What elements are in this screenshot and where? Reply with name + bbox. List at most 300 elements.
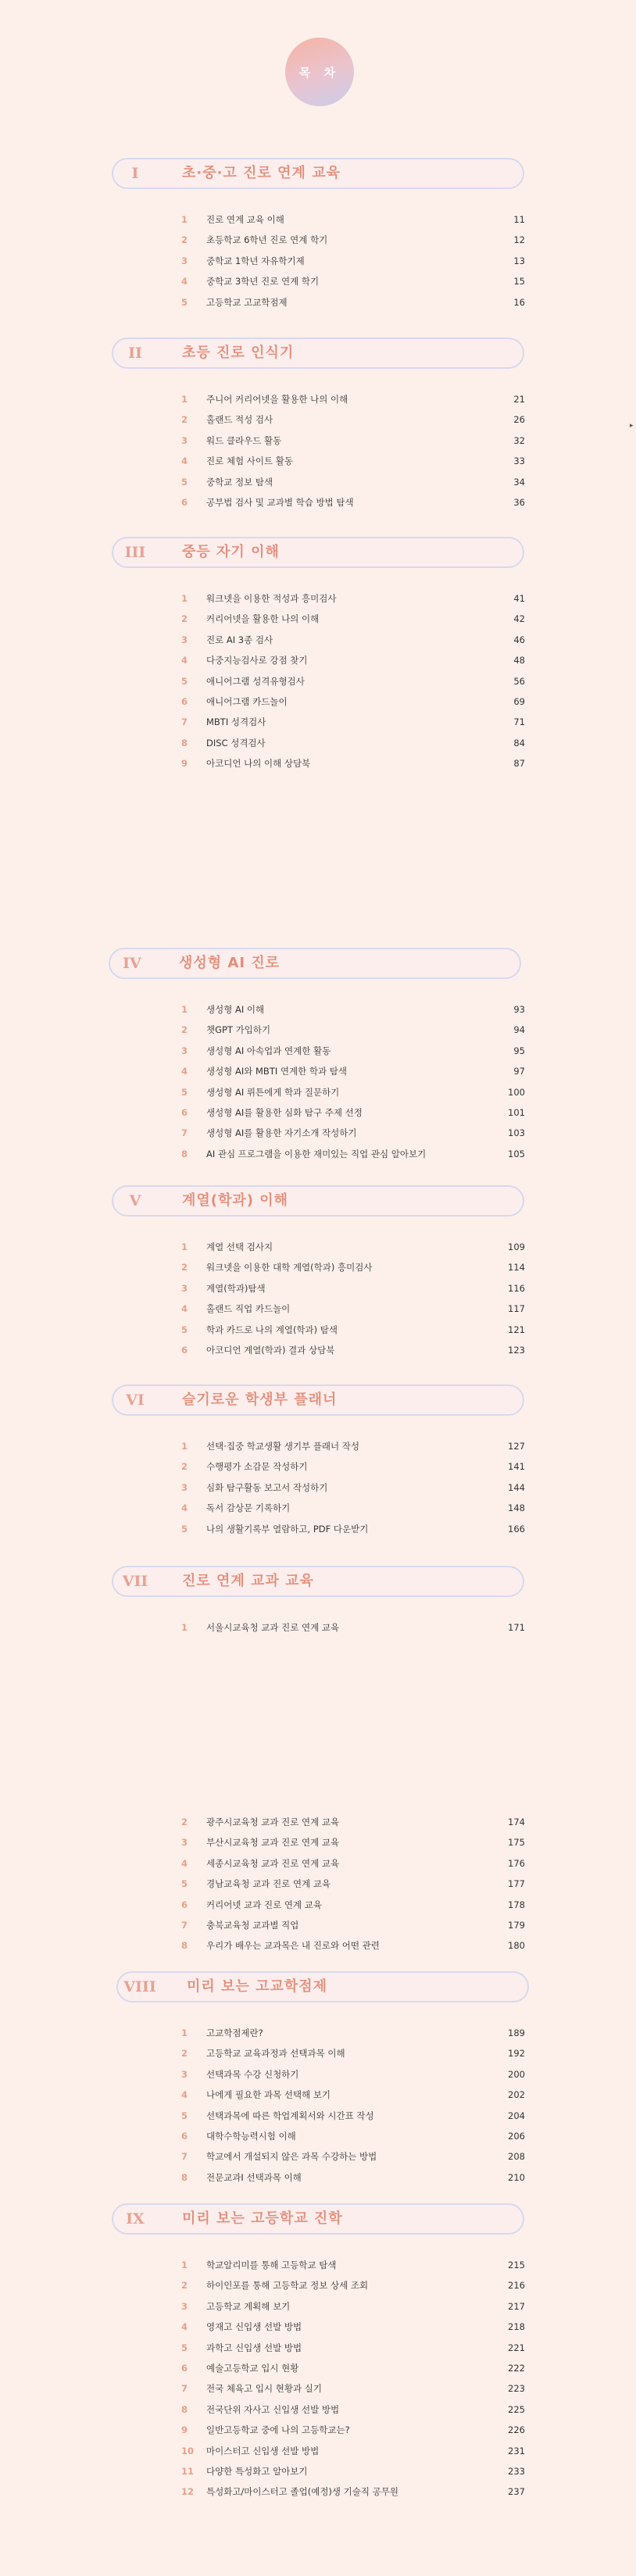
entry-title: 전문교과Ⅰ 선택과목 이해: [206, 2171, 302, 2183]
entry-number: 4: [181, 1303, 188, 1315]
toc-entry[interactable]: [0, 1320, 636, 1340]
toc-entry[interactable]: [0, 2461, 636, 2481]
entry-number: 1: [181, 593, 188, 604]
entry-number: 3: [181, 2300, 188, 2312]
toc-entry[interactable]: [0, 1617, 636, 1638]
entry-number: 10: [181, 2445, 195, 2456]
section-number: VII: [122, 1573, 148, 1590]
entry-title: 하이인포를 통해 고등학교 정보 상세 조회: [206, 2280, 369, 2292]
entry-number: 1: [181, 394, 188, 405]
entry-title: 생성형 AI를 활용한 심화 탐구 주제 선정: [206, 1106, 363, 1118]
toc-entry[interactable]: [0, 1853, 636, 1874]
section-title: 초등 진로 인식기: [182, 345, 295, 361]
toc-entry[interactable]: [0, 2085, 636, 2105]
toc-item-list: [0, 2023, 636, 2188]
toc-entry[interactable]: [0, 2106, 636, 2126]
section-header: [112, 2203, 524, 2235]
entry-number: 6: [181, 1106, 188, 1118]
entry-title: 계열(학과)탐색: [206, 1282, 266, 1294]
entry-number: 7: [181, 1919, 188, 1931]
entry-page: 117: [508, 1303, 525, 1315]
entry-title: 부산시교육청 교과 진로 연계 교육: [206, 1837, 340, 1849]
entry-number: 5: [181, 1878, 188, 1890]
entry-page: 11: [513, 214, 525, 225]
section-title: 계열(학과) 이해: [182, 1192, 289, 1209]
toc-entry[interactable]: [0, 431, 636, 451]
entry-number: 4: [181, 456, 188, 467]
toc-entry[interactable]: [0, 1812, 636, 1832]
entry-page: 231: [508, 2445, 525, 2456]
section-header: [112, 1384, 524, 1416]
entry-page: 42: [513, 613, 525, 625]
toc-entry[interactable]: [0, 472, 636, 492]
entry-page: 225: [508, 2403, 525, 2415]
section-header: [112, 537, 524, 568]
toc-entry[interactable]: [0, 271, 636, 291]
entry-number: 5: [181, 1086, 188, 1098]
toc-entry[interactable]: [0, 2126, 636, 2146]
entry-number: 6: [181, 1899, 188, 1910]
entry-page: 175: [508, 1837, 525, 1849]
entry-number: 7: [181, 2383, 188, 2395]
toc-entry[interactable]: [0, 2296, 636, 2317]
entry-title: 아코디언 나의 이해 상담북: [206, 758, 311, 770]
entry-page: 94: [513, 1024, 525, 1036]
toc-entry[interactable]: [0, 1456, 636, 1477]
entry-page: 100: [508, 1086, 525, 1098]
section-number: I: [131, 165, 139, 182]
toc-entry[interactable]: [0, 712, 636, 732]
entry-title: 커리어넷 교과 진로 연계 교육: [206, 1899, 322, 1910]
entry-page: 217: [508, 2300, 525, 2312]
entry-number: 8: [181, 737, 188, 749]
entry-page: 32: [513, 434, 525, 446]
entry-title: 경남교육청 교과 진로 연계 교육: [206, 1878, 331, 1890]
section-title: 미리 보는 고등학교 진학: [182, 2210, 343, 2227]
entry-page: 114: [508, 1262, 525, 1274]
entry-number: 5: [181, 675, 188, 687]
entry-page: 13: [513, 255, 525, 266]
entry-number: 5: [181, 296, 188, 308]
entry-number: 5: [181, 1324, 188, 1335]
toc-entry[interactable]: [0, 2420, 636, 2440]
entry-title: 우리가 배우는 교과목은 내 진로와 어떤 관련: [206, 1940, 380, 1952]
toc-entry[interactable]: [0, 2146, 636, 2167]
entry-title: 심화 탐구활동 보고서 작성하기: [206, 1481, 328, 1493]
entry-page: 15: [513, 276, 525, 288]
entry-title: 다중지능검사로 강점 찾기: [206, 655, 308, 666]
toc-section: [0, 338, 636, 513]
entry-page: 97: [513, 1066, 525, 1077]
section-title: 중등 자기 이해: [182, 544, 280, 560]
entry-page: 16: [513, 296, 525, 308]
entry-number: 3: [181, 434, 188, 446]
toc-entry[interactable]: [0, 2043, 636, 2063]
toc-section: [0, 537, 636, 774]
toc-item-list: [0, 1617, 636, 1638]
entry-number: 2: [181, 2280, 188, 2292]
toc-entry[interactable]: [0, 1257, 636, 1277]
toc-entry[interactable]: [0, 409, 636, 430]
entry-number: 9: [181, 2424, 188, 2436]
entry-title: 독서 감상문 기록하기: [206, 1502, 291, 1514]
toc-entry[interactable]: [0, 1144, 636, 1164]
entry-page: 215: [508, 2260, 525, 2271]
toc-entry[interactable]: [0, 1935, 636, 1956]
entry-title: 선택·집중 학교생활 생기부 플래너 작성: [206, 1441, 360, 1452]
entry-title: 고등학교 고교학점제: [206, 296, 288, 308]
toc-entry[interactable]: [0, 1436, 636, 1456]
entry-title: 생성형 AI와 MBTI 연계한 학과 탐색: [206, 1066, 347, 1077]
entry-page: 206: [508, 2130, 525, 2142]
section-number: IV: [123, 955, 141, 972]
toc-section: [0, 948, 636, 1164]
entry-page: 144: [508, 1481, 525, 1493]
toc-entry[interactable]: [0, 1477, 636, 1498]
entry-title: 일반고등학교 중에 나의 고등학교는?: [206, 2424, 350, 2436]
entry-title: 선택과목 수강 신청하기: [206, 2068, 299, 2080]
entry-title: 특성화고/마이스터고 졸업(예정)생 기술직 공무원: [206, 2486, 398, 2498]
toc-entry[interactable]: [0, 451, 636, 471]
entry-page: 46: [513, 634, 525, 645]
entry-title: 학교에서 개설되지 않은 과목 수강하는 방법: [206, 2151, 377, 2163]
entry-page: 189: [508, 2028, 525, 2038]
section-number: III: [124, 544, 146, 561]
entry-number: 7: [181, 1127, 188, 1139]
side-arrow-icon: ▸: [630, 422, 634, 430]
entry-number: 8: [181, 1940, 188, 1952]
entry-page: 179: [508, 1919, 525, 1931]
toc-item-list: [0, 2255, 636, 2503]
toc-entry[interactable]: [0, 2378, 636, 2399]
entry-title: 생성형 AI 아속업과 연계한 활동: [206, 1045, 331, 1056]
entry-title: 워크넷을 이용한 적성과 흥미검사: [206, 593, 337, 604]
entry-title: 진로 체험 사이트 활동: [206, 456, 293, 467]
section-title: 초·중·고 진로 연계 교육: [182, 165, 341, 181]
section-header: [112, 338, 524, 369]
entry-title: 공부법 검사 및 교과별 학습 방법 탐색: [206, 496, 354, 508]
toc-section: [0, 2203, 636, 2503]
entry-number: 1: [181, 1004, 188, 1015]
entry-page: 180: [508, 1940, 525, 1952]
entry-number: 6: [181, 2130, 188, 2142]
toc-entry[interactable]: [0, 2255, 636, 2275]
toc-item-list: [0, 588, 636, 774]
entry-number: 4: [181, 2089, 188, 2101]
toc-entry[interactable]: [0, 588, 636, 609]
entry-page: 222: [508, 2362, 525, 2374]
entry-number: 5: [181, 2110, 188, 2121]
toc-entry[interactable]: [0, 1041, 636, 1061]
entry-number: 1: [181, 2028, 188, 2038]
entry-page: 174: [508, 1817, 525, 1827]
entry-page: 223: [508, 2383, 525, 2395]
section-title: 미리 보는 고교학점제: [187, 1978, 328, 1995]
entry-title: 생성형 AI를 활용한 자기소개 작성하기: [206, 1127, 357, 1139]
toc-entry[interactable]: [0, 650, 636, 670]
toc-entry[interactable]: [0, 1874, 636, 1894]
entry-page: 101: [508, 1106, 525, 1118]
entry-title: 진로 AI 3종 검사: [206, 634, 273, 645]
entry-page: 177: [508, 1878, 525, 1890]
entry-page: 34: [513, 476, 525, 488]
section-number: IX: [126, 2210, 145, 2228]
entry-title: 중학교 정보 탐색: [206, 476, 273, 488]
entry-title: 홀랜드 적성 검사: [206, 414, 273, 426]
entry-page: 87: [513, 758, 525, 770]
entry-title: 학교알리미를 통해 고등학교 탐색: [206, 2260, 337, 2271]
entry-page: 84: [513, 737, 525, 749]
entry-page: 226: [508, 2424, 525, 2436]
entry-title: 다양한 특성화고 알아보기: [206, 2465, 308, 2477]
section-title: 생성형 AI 진로: [179, 955, 280, 971]
entry-number: 3: [181, 255, 188, 266]
toc-item-list: [0, 389, 636, 513]
entry-title: 진로 연계 교육 이해: [206, 214, 284, 225]
entry-number: 7: [181, 2151, 188, 2163]
entry-number: 9: [181, 758, 188, 770]
entry-number: 3: [181, 1481, 188, 1493]
entry-number: 1: [181, 1242, 188, 1252]
entry-title: 대학수학능력시험 이해: [206, 2130, 296, 2142]
entry-page: 204: [508, 2110, 525, 2121]
entry-number: 5: [181, 2342, 188, 2353]
entry-title: 나의 생활기록부 열람하고, PDF 다운받기: [206, 1523, 369, 1535]
toc-entry[interactable]: [0, 2481, 636, 2502]
entry-title: 고교학점제란?: [206, 2028, 263, 2038]
toc-entry[interactable]: [0, 209, 636, 230]
toc-entry[interactable]: [0, 2064, 636, 2085]
entry-title: DISC 성격검사: [206, 737, 266, 749]
entry-title: 학과 카드로 나의 계열(학과) 탐색: [206, 1324, 338, 1335]
entry-title: 충북교육청 교과별 직업: [206, 1919, 299, 1931]
entry-title: 아코디언 계열(학과) 결과 상담북: [206, 1344, 335, 1356]
entry-title: 세종시교육청 교과 진로 연계 교육: [206, 1857, 340, 1869]
entry-page: 148: [508, 1502, 525, 1514]
entry-title: MBTI 성격검사: [206, 716, 266, 728]
toc-entry[interactable]: [0, 733, 636, 753]
toc-badge: 목 차: [285, 38, 354, 106]
toc-entry[interactable]: [0, 2317, 636, 2337]
entry-number: 4: [181, 655, 188, 666]
entry-title: 애니어그램 카드놀이: [206, 695, 288, 707]
entry-number: 3: [181, 1045, 188, 1056]
toc-entry[interactable]: [0, 492, 636, 513]
entry-title: 생성형 AI 뤼튼에게 학과 질문하기: [206, 1086, 340, 1098]
entry-title: 커리어넷을 활용한 나의 이해: [206, 613, 320, 625]
entry-page: 121: [508, 1324, 525, 1335]
entry-page: 216: [508, 2280, 525, 2292]
toc-entry[interactable]: [0, 2399, 636, 2420]
entry-number: 2: [181, 1262, 188, 1274]
entry-title: 서울시교육청 교과 진로 연계 교육: [206, 1622, 340, 1633]
section-header: [112, 1566, 524, 1597]
entry-title: 전국단위 자사고 신입생 선발 방법: [206, 2403, 340, 2415]
toc-entry[interactable]: [0, 2275, 636, 2296]
entry-title: 광주시교육청 교과 진로 연계 교육: [206, 1817, 340, 1827]
toc-entry[interactable]: [0, 1123, 636, 1143]
toc-section: [0, 1185, 636, 1360]
toc-entry[interactable]: [0, 691, 636, 712]
entry-number: 3: [181, 634, 188, 645]
entry-number: 4: [181, 1066, 188, 1077]
entry-title: 전국 체육고 입시 현황과 실기: [206, 2383, 322, 2395]
section-number: II: [128, 345, 142, 362]
toc-item-list: [0, 209, 636, 313]
toc-entry[interactable]: [0, 389, 636, 409]
toc-section: [0, 1812, 636, 1956]
entry-title: 선택과목에 따른 학업계획서와 시간표 작성: [206, 2110, 374, 2121]
entry-number: 3: [181, 2068, 188, 2080]
entry-title: 중학교 1학년 자유학기제: [206, 255, 305, 266]
entry-page: 93: [513, 1004, 525, 1015]
toc-entry[interactable]: [0, 2167, 636, 2188]
entry-title: 나에게 필요한 과목 선택해 보기: [206, 2089, 331, 2101]
entry-number: 6: [181, 1344, 188, 1356]
toc-item-list: [0, 1812, 636, 1956]
entry-title: 수행평가 소감문 작성하기: [206, 1461, 308, 1473]
entry-page: 218: [508, 2321, 525, 2333]
toc-entry[interactable]: [0, 1237, 636, 1257]
entry-number: 2: [181, 2048, 188, 2060]
toc-entry[interactable]: [0, 1498, 636, 1518]
toc-entry[interactable]: [0, 2023, 636, 2043]
toc-entry[interactable]: [0, 1895, 636, 1915]
entry-page: 69: [513, 695, 525, 707]
toc-entry[interactable]: [0, 1020, 636, 1040]
entry-number: 1: [181, 214, 188, 225]
toc-section: [0, 1566, 636, 1638]
entry-page: 210: [508, 2171, 525, 2183]
toc-item-list: [0, 1436, 636, 1539]
entry-page: 192: [508, 2048, 525, 2060]
section-number: VI: [126, 1392, 145, 1409]
entry-number: 4: [181, 1857, 188, 1869]
entry-title: 챗GPT 가입하기: [206, 1024, 271, 1036]
toc-entry[interactable]: [0, 2441, 636, 2461]
entry-title: 영재고 신입생 선발 방법: [206, 2321, 302, 2333]
entry-page: 41: [513, 593, 525, 604]
entry-number: 1: [181, 1441, 188, 1452]
entry-page: 56: [513, 675, 525, 687]
entry-page: 26: [513, 414, 525, 426]
toc-entry[interactable]: [0, 1340, 636, 1360]
toc-entry[interactable]: [0, 1061, 636, 1081]
entry-number: 2: [181, 1461, 188, 1473]
toc-entry[interactable]: [0, 1102, 636, 1123]
section-header: [112, 158, 524, 189]
entry-page: 109: [508, 1242, 525, 1252]
entry-page: 233: [508, 2465, 525, 2477]
entry-page: 36: [513, 496, 525, 508]
entry-number: 12: [181, 2486, 195, 2498]
entry-page: 208: [508, 2151, 525, 2163]
toc-entry[interactable]: [0, 1299, 636, 1319]
toc-entry[interactable]: [0, 230, 636, 250]
entry-number: 11: [181, 2465, 195, 2477]
entry-number: 4: [181, 276, 188, 288]
toc-entry[interactable]: [0, 753, 636, 774]
entry-page: 95: [513, 1045, 525, 1056]
entry-page: 166: [508, 1523, 525, 1535]
toc-section: [0, 1971, 636, 2188]
entry-number: 2: [181, 234, 188, 246]
entry-title: 워크넷을 이용한 대학 계열(학과) 흥미검사: [206, 1262, 373, 1274]
entry-number: 3: [181, 1837, 188, 1849]
section-number: V: [129, 1192, 141, 1209]
entry-title: 생성형 AI 이해: [206, 1004, 265, 1015]
toc-entry[interactable]: [0, 1519, 636, 1539]
entry-page: 221: [508, 2342, 525, 2353]
toc-entry[interactable]: [0, 1082, 636, 1102]
entry-title: 예술고등학교 입시 현황: [206, 2362, 299, 2374]
toc-entry[interactable]: [0, 1278, 636, 1299]
toc-entry[interactable]: [0, 1915, 636, 1935]
entry-number: 4: [181, 2321, 188, 2333]
entry-page: 33: [513, 456, 525, 467]
toc-entry[interactable]: [0, 671, 636, 691]
entry-title: 홀랜드 직업 카드놀이: [206, 1303, 291, 1315]
entry-number: 8: [181, 2403, 188, 2415]
toc-item-list: [0, 999, 636, 1164]
toc-entry[interactable]: [0, 2358, 636, 2378]
toc-item-list: [0, 1237, 636, 1360]
entry-number: 1: [181, 2260, 188, 2271]
toc-entry[interactable]: [0, 630, 636, 650]
entry-number: 6: [181, 2362, 188, 2374]
section-title: 진로 연계 교과 교육: [182, 1573, 314, 1589]
entry-title: 마이스터고 신입생 선발 방법: [206, 2445, 320, 2456]
entry-number: 7: [181, 716, 188, 728]
entry-page: 178: [508, 1899, 525, 1910]
section-number: VIII: [123, 1978, 156, 1995]
entry-number: 2: [181, 414, 188, 426]
entry-page: 71: [513, 716, 525, 728]
entry-title: 워드 클라우드 활동: [206, 434, 282, 446]
entry-title: 중학교 3학년 진로 연계 학기: [206, 276, 320, 288]
entry-title: AI 관심 프로그램을 이용한 재미있는 직업 관심 알아보기: [206, 1148, 427, 1159]
entry-page: 123: [508, 1344, 525, 1356]
entry-page: 202: [508, 2089, 525, 2101]
entry-number: 4: [181, 1502, 188, 1514]
toc-entry[interactable]: [0, 2338, 636, 2358]
entry-number: 2: [181, 1817, 188, 1827]
entry-title: 주니어 커리어넷을 활용한 나의 이해: [206, 394, 348, 405]
entry-number: 1: [181, 1622, 188, 1633]
toc-entry[interactable]: [0, 609, 636, 629]
entry-number: 5: [181, 476, 188, 488]
toc-section: [0, 158, 636, 313]
section-header: [109, 948, 521, 979]
entry-page: 141: [508, 1461, 525, 1473]
entry-title: 고등학교 계획해 보기: [206, 2300, 291, 2312]
toc-entry[interactable]: [0, 292, 636, 313]
section-header: [112, 1185, 524, 1217]
entry-title: 과학고 신입생 선발 방법: [206, 2342, 302, 2353]
entry-page: 127: [508, 1441, 525, 1452]
toc-entry[interactable]: [0, 999, 636, 1020]
section-header: [116, 1971, 529, 2003]
toc-entry[interactable]: [0, 1832, 636, 1853]
entry-number: 8: [181, 2171, 188, 2183]
toc-entry[interactable]: [0, 251, 636, 271]
entry-page: 116: [508, 1282, 525, 1294]
entry-page: 200: [508, 2068, 525, 2080]
entry-title: 계열 선택 검사지: [206, 1242, 273, 1252]
entry-number: 3: [181, 1282, 188, 1294]
entry-title: 초등학교 6학년 진로 연계 학기: [206, 234, 328, 246]
entry-number: 2: [181, 1024, 188, 1036]
